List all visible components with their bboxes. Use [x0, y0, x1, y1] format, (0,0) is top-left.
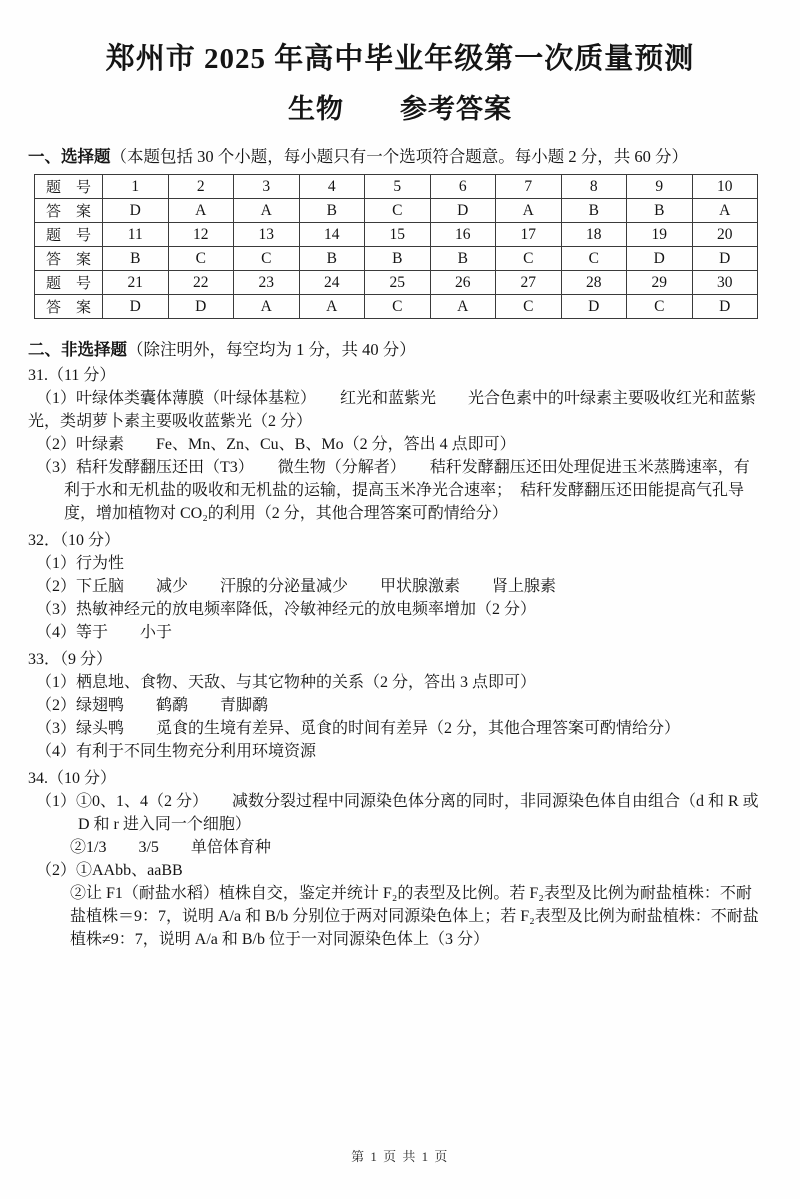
- answer-cell: C: [168, 247, 234, 271]
- answer-cell: D: [168, 295, 234, 319]
- answer-cell: A: [299, 295, 365, 319]
- answer-line: 植株≠9：7，说明 A/a 和 B/b 位于一对同源染色体上（3 分）: [70, 931, 490, 948]
- question-number-row: [35, 175, 758, 199]
- answer-cell: A: [692, 199, 758, 223]
- question-number-cell: 9: [627, 175, 693, 199]
- answer-line: （1）行为性: [36, 555, 125, 572]
- multiple-choice-answer-table: [34, 174, 758, 319]
- question-number-cell: 3: [234, 175, 300, 199]
- answer-line: ②让 F1（耐盐水稻）植株自交，鉴定并统计 F₂的表型及比例。若 F₂表型及比例为耐盐植株：不耐: [70, 885, 752, 902]
- question-number-cell: 21: [103, 271, 169, 295]
- answer-line: （2）叶绿素 Fe、Mn、Zn、Cu、B、Mo（2 分，答出 4 点即可）: [36, 436, 516, 453]
- section1-label: 一、选择题: [28, 147, 111, 166]
- answer-line: （4）等于 小于: [36, 624, 173, 641]
- answer-cell: D: [561, 295, 627, 319]
- answer-cell: A: [168, 199, 234, 223]
- answer-cell: B: [299, 247, 365, 271]
- answer-line: （2）下丘脑 减少 汗腺的分泌量减少 甲状腺激素 肾上腺素: [36, 578, 557, 595]
- answer-line: （1）栖息地、食物、天敌、与其它物种的关系（2 分，答出 3 点即可）: [36, 674, 537, 691]
- question-number-cell: 23: [234, 271, 300, 295]
- question-number-cell: 30: [692, 271, 758, 295]
- answer-cell: B: [561, 199, 627, 223]
- answer-cell: D: [103, 295, 169, 319]
- answer-cell: C: [496, 247, 562, 271]
- question-number-cell: 26: [430, 271, 496, 295]
- question-number-cell: 16: [430, 223, 496, 247]
- answer-cell: B: [103, 247, 169, 271]
- answer-cell: D: [627, 247, 693, 271]
- answer-cell: D: [692, 295, 758, 319]
- answer-line: D 和 r 进入同一个细胞）: [78, 816, 251, 833]
- question-number-row: [35, 271, 758, 295]
- question-number-cell: 25: [365, 271, 431, 295]
- question-number-cell: 22: [168, 271, 234, 295]
- question-number-cell: 18: [561, 223, 627, 247]
- answer-line: 光，类胡萝卜素主要吸收蓝紫光（2 分）: [28, 413, 313, 430]
- question-number-cell: 10: [692, 175, 758, 199]
- answer-line: （3）绿头鸭 觅食的生境有差异、觅食的时间有差异（2 分，其他合理答案可酌情给分）: [36, 720, 681, 737]
- question-number-cell: 19: [627, 223, 693, 247]
- question-number-cell: 14: [299, 223, 365, 247]
- page-footer: 第 1 页 共 1 页: [351, 1149, 449, 1164]
- question-number-cell: 2: [168, 175, 234, 199]
- answer-line: ②1/3 3/5 单倍体育种: [70, 839, 271, 856]
- answer-cell: A: [430, 295, 496, 319]
- row-label: 答 案: [35, 247, 103, 271]
- answer-cell: B: [627, 199, 693, 223]
- section2-heading: [28, 336, 772, 360]
- answer-cell: C: [365, 295, 431, 319]
- question-number-cell: 15: [365, 223, 431, 247]
- answer-cell: D: [430, 199, 496, 223]
- question-number-cell: 12: [168, 223, 234, 247]
- free-response-answers: [28, 364, 772, 951]
- row-label: 题 号: [35, 175, 103, 199]
- section2-desc: （除注明外，每空均为 1 分，共 40 分）: [127, 340, 416, 359]
- question-number-cell: 17: [496, 223, 562, 247]
- answer-cell: B: [299, 199, 365, 223]
- answer-row: [35, 295, 758, 319]
- question-number-cell: 29: [627, 271, 693, 295]
- question-number-row: [35, 223, 758, 247]
- row-label: 答 案: [35, 199, 103, 223]
- section2-label: 二、非选择题: [28, 340, 127, 359]
- row-label: 题 号: [35, 223, 103, 247]
- question-number-cell: 11: [103, 223, 169, 247]
- question-number-cell: 1: [103, 175, 169, 199]
- section1-heading: [28, 143, 772, 167]
- answer-line: 利于水和无机盐的吸收和无机盐的运输，提高玉米净光合速率； 秸秆发酵翻压还田能提高气孔导: [64, 482, 745, 499]
- question-number-cell: 27: [496, 271, 562, 295]
- answer-line: （2）①AAbb、aaBB: [36, 862, 183, 879]
- document-subtitle: 生物 参考答案: [288, 94, 512, 124]
- answer-row: [35, 199, 758, 223]
- question-number-cell: 6: [430, 175, 496, 199]
- question-number-cell: 13: [234, 223, 300, 247]
- answer-line: （3）热敏神经元的放电频率降低，冷敏神经元的放电频率增加（2 分）: [36, 601, 537, 618]
- answer-cell: C: [561, 247, 627, 271]
- question-number-heading: 32．（10 分）: [28, 532, 121, 549]
- answer-cell: D: [103, 199, 169, 223]
- question-number-cell: 4: [299, 175, 365, 199]
- answer-row: [35, 247, 758, 271]
- answer-cell: B: [365, 247, 431, 271]
- answer-cell: A: [234, 295, 300, 319]
- question-number-cell: 7: [496, 175, 562, 199]
- row-label: 题 号: [35, 271, 103, 295]
- question-number-cell: 28: [561, 271, 627, 295]
- answer-cell: D: [692, 247, 758, 271]
- answer-cell: B: [430, 247, 496, 271]
- answer-line: （2）绿翅鸭 鹤鹬 青脚鹬: [36, 697, 269, 714]
- answer-cell: C: [627, 295, 693, 319]
- answer-line: 度，增加植物对 CO₂的利用（2 分，其他合理答案可酌情给分）: [64, 505, 508, 522]
- answer-cell: C: [365, 199, 431, 223]
- row-label: 答 案: [35, 295, 103, 319]
- question-number-heading: 31.（11 分）: [28, 367, 116, 384]
- answer-cell: A: [234, 199, 300, 223]
- answer-cell: A: [496, 199, 562, 223]
- answer-cell: C: [496, 295, 562, 319]
- question-number-cell: 5: [365, 175, 431, 199]
- question-number-cell: 24: [299, 271, 365, 295]
- answer-line: （4）有利于不同生物充分利用环境资源: [36, 743, 317, 760]
- answer-line: （1）叶绿体类囊体薄膜（叶绿体基粒） 红光和蓝紫光 光合色素中的叶绿素主要吸收红光和蓝紫: [36, 390, 757, 407]
- question-number-heading: 33．（9 分）: [28, 651, 113, 668]
- answer-cell: C: [234, 247, 300, 271]
- question-number-cell: 20: [692, 223, 758, 247]
- question-number-heading: 34.（10 分）: [28, 770, 117, 787]
- section1-desc: （本题包括 30 个小题，每小题只有一个选项符合题意。每小题 2 分，共 60 分）: [110, 147, 688, 166]
- document-title: 郑州市 2025 年高中毕业年级第一次质量预测: [105, 43, 695, 75]
- answer-line: （1）①0、1、4（2 分） 减数分裂过程中同源染色体分离的同时，非同源染色体自由组合（d 和 R 或: [36, 793, 759, 810]
- question-number-cell: 8: [561, 175, 627, 199]
- answer-line: 盐植株＝9：7，说明 A/a 和 B/b 分别位于两对同源染色体上；若 F₂表型及比例为耐盐植株：不耐盐: [70, 908, 759, 925]
- answer-line: （3）秸秆发酵翻压还田（T3） 微生物（分解者） 秸秆发酵翻压还田处理促进玉米蒸腾速率，有: [36, 459, 750, 476]
